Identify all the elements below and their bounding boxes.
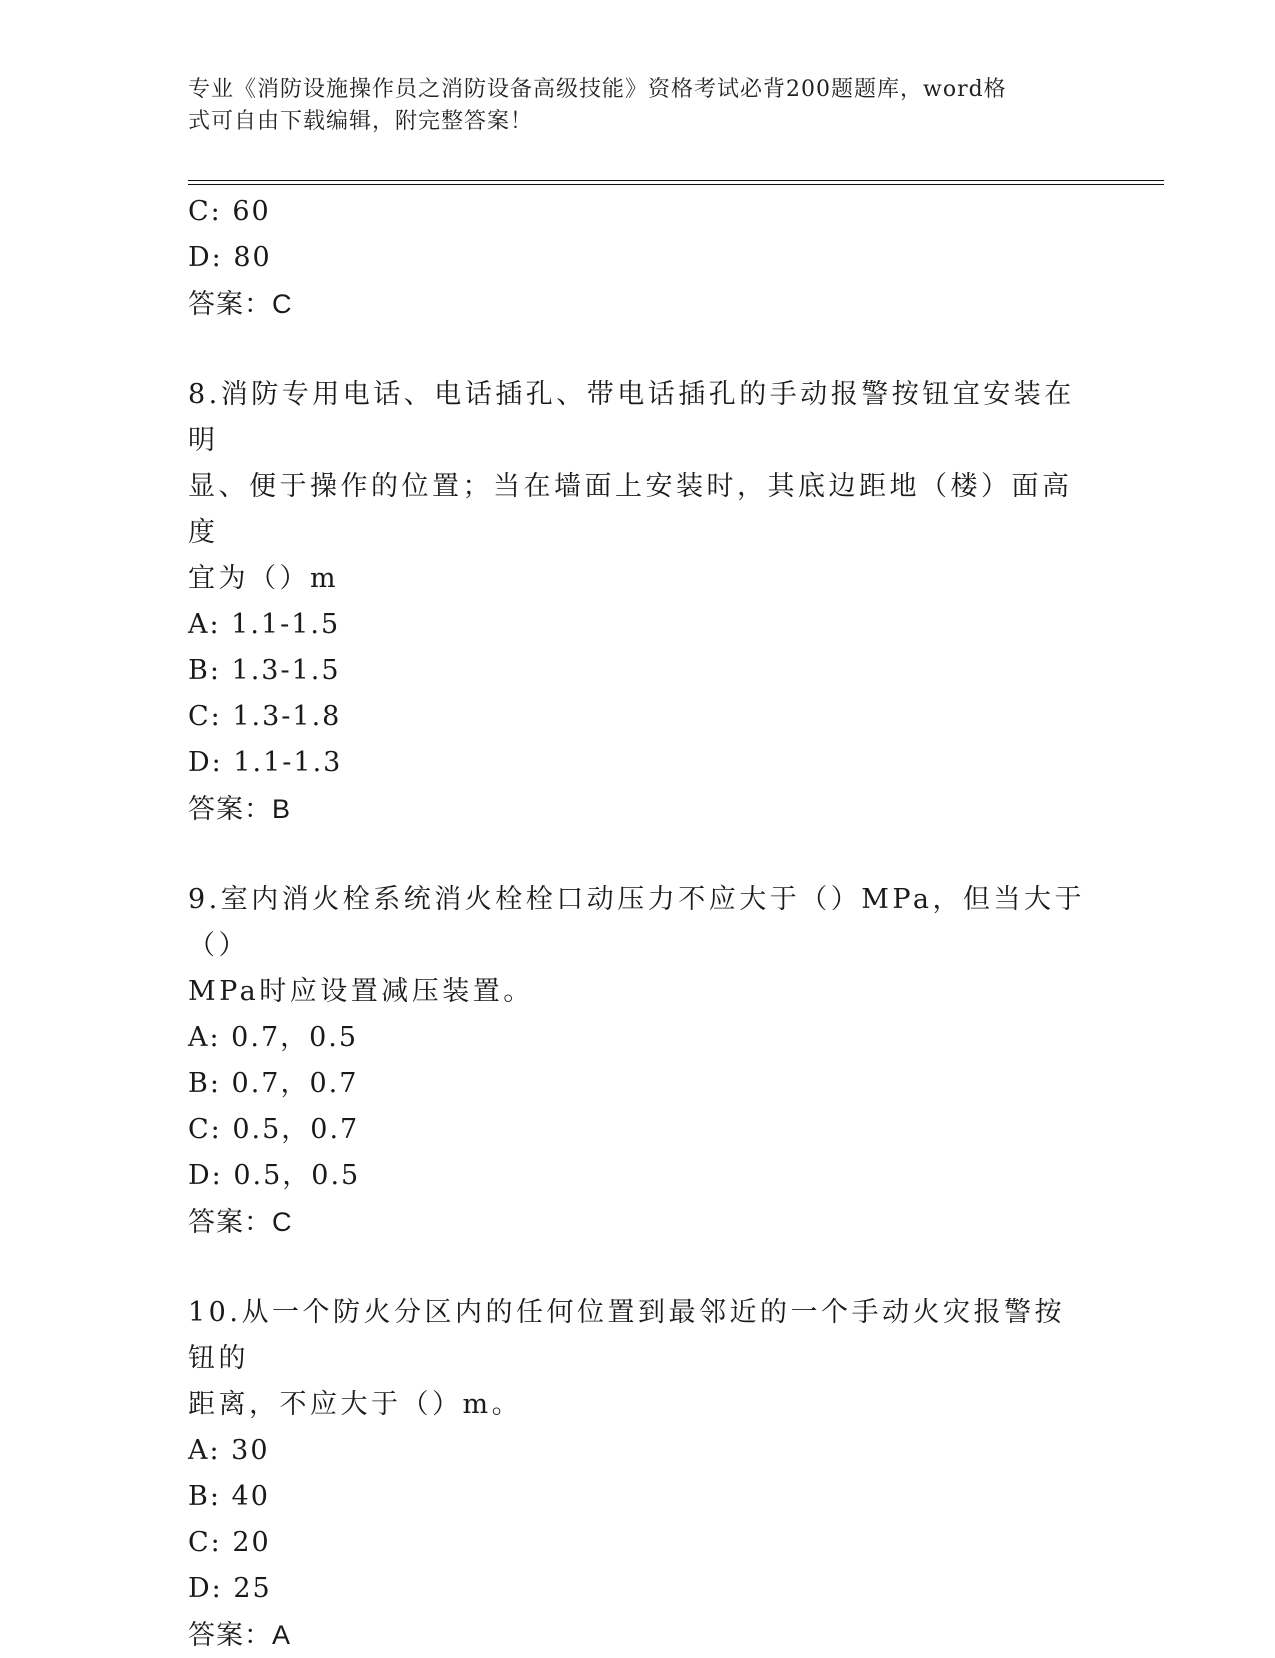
question-text-line: MPa时应设置减压装置。 xyxy=(188,976,534,1007)
block-spacer xyxy=(188,327,1088,372)
option-d: D: 80 xyxy=(188,242,272,273)
option-c: C: 1.3-1.8 xyxy=(188,701,342,732)
question-block-10 xyxy=(188,1290,1088,1658)
question-text-line: 9.室内消火栓系统消火栓栓口动压力不应大于（）MPa，但当大于（） xyxy=(188,884,1085,961)
question-text-line: 10.从一个防火分区内的任何位置到最邻近的一个手动火灾报警按钮的 xyxy=(188,1297,1065,1374)
option-c: C: 20 xyxy=(188,1527,271,1558)
option-a: A: 30 xyxy=(188,1435,270,1466)
header-divider-bottom xyxy=(188,184,1164,185)
option-a: A: 1.1-1.5 xyxy=(188,609,341,640)
option-b: B: 0.7，0.7 xyxy=(188,1068,359,1099)
question-text-line: 距离，不应大于（）m。 xyxy=(188,1389,523,1420)
option-b: B: 1.3-1.5 xyxy=(188,655,341,686)
question-block-9 xyxy=(188,877,1088,1245)
option-d: D: 25 xyxy=(188,1573,272,1604)
option-a: A: 0.7，0.5 xyxy=(188,1022,359,1053)
header-divider-top xyxy=(188,180,1164,181)
question-block-8 xyxy=(188,372,1088,832)
block-spacer xyxy=(188,1245,1088,1290)
question-block-7 xyxy=(188,189,1088,327)
header-line-2: 式可自由下载编辑，附完整答案！ xyxy=(188,109,534,134)
question-text-line: 8.消防专用电话、电话插孔、带电话插孔的手动报警按钮宜安装在明 xyxy=(188,379,1075,456)
option-d: D: 0.5，0.5 xyxy=(188,1160,361,1191)
answer-line: 答案：A xyxy=(188,1620,292,1650)
document-header xyxy=(188,74,1068,138)
option-c: C: 0.5，0.7 xyxy=(188,1114,360,1145)
question-text-line: 宜为（）m xyxy=(188,563,340,594)
answer-line: 答案：B xyxy=(188,794,292,824)
block-spacer xyxy=(188,832,1088,877)
option-b: B: 40 xyxy=(188,1481,270,1512)
option-d: D: 1.1-1.3 xyxy=(188,747,343,778)
option-c: C: 60 xyxy=(188,196,271,227)
question-text-line: 显、便于操作的位置；当在墙面上安装时，其底边距地（楼）面高度 xyxy=(188,471,1073,548)
header-line-1: 专业《消防设施操作员之消防设备高级技能》资格考试必背200题题库，word格 xyxy=(188,77,1007,102)
answer-line: 答案：C xyxy=(188,1207,293,1237)
answer-line: 答案：C xyxy=(188,289,293,319)
question-list xyxy=(188,189,1088,1658)
